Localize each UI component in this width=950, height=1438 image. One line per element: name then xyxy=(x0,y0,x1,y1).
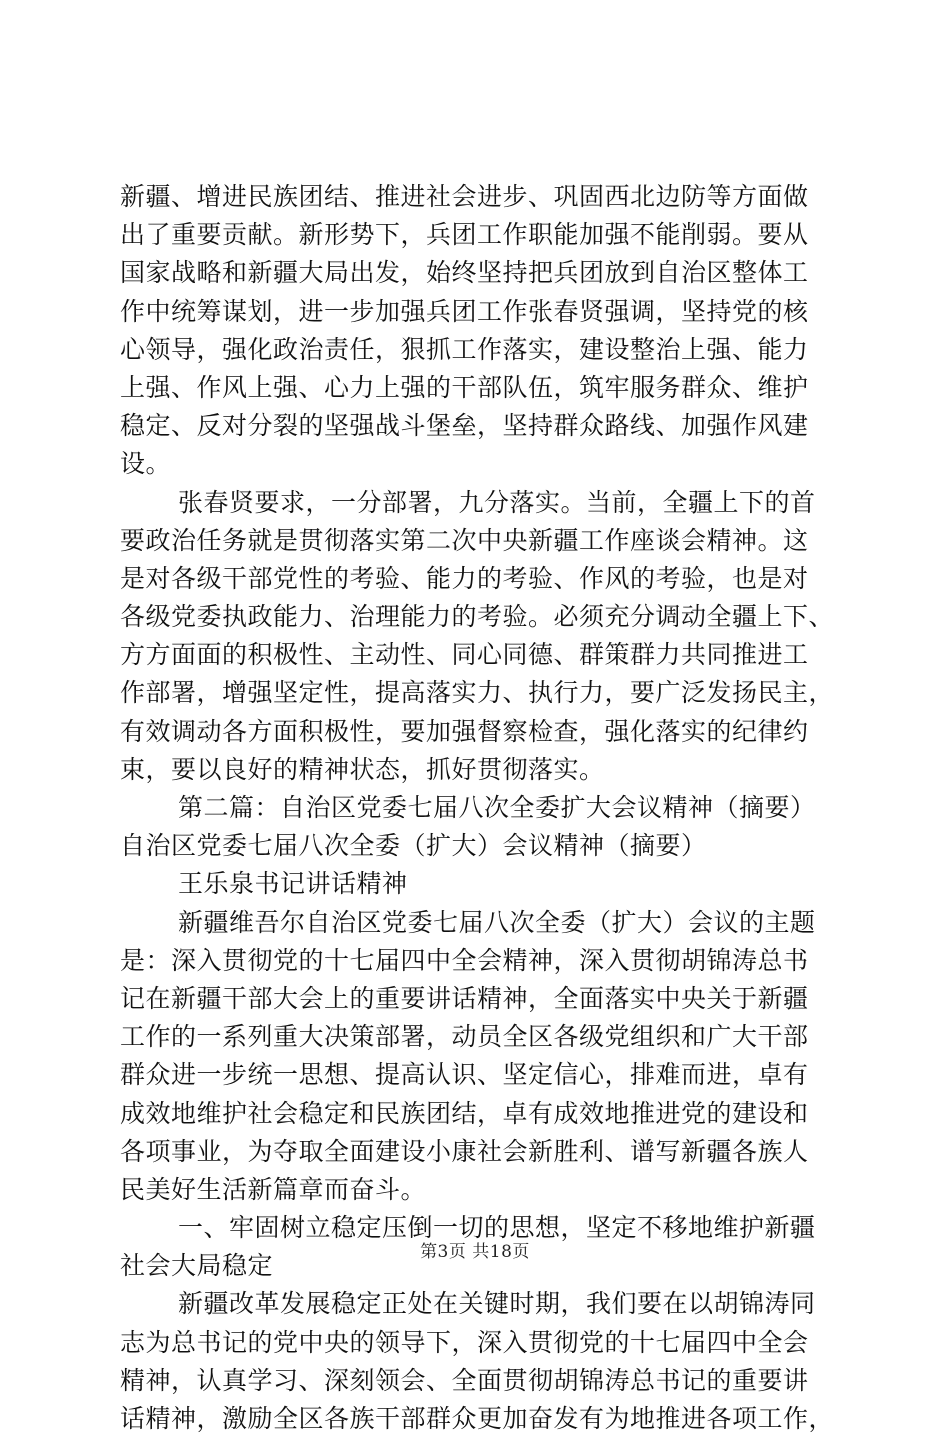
text-line: 国家战略和新疆大局出发，始终坚持把兵团放到自治区整体工 xyxy=(120,258,809,288)
text-line: 上强、作风上强、心力上强的干部队伍，筑牢服务群众、维护 xyxy=(120,372,809,402)
section-title: 第二篇：自治区党委七届八次全委扩大会议精神（摘要） xyxy=(178,793,816,822)
text-line: 是对各级干部党性的考验、能力的考验、作风的考验，也是对 xyxy=(120,563,809,593)
text-line: 精神，认真学习、深刻领会、全面贯彻胡锦涛总书记的重要讲 xyxy=(120,1365,809,1395)
text-line: 作中统筹谋划，进一步加强兵团工作张春贤强调，坚持党的核 xyxy=(120,296,809,326)
section-heading: 一、牢固树立稳定压倒一切的思想，坚定不移地维护新疆 xyxy=(178,1213,816,1243)
text-line: 各项事业，为夺取全面建设小康社会新胜利、谱写新疆各族人 xyxy=(120,1136,809,1166)
page-number-footer: 第3页 共18页 xyxy=(420,1242,530,1262)
text-line: 束，要以良好的精神状态，抓好贯彻落实。 xyxy=(120,754,605,784)
text-line: 成效地维护社会稳定和民族团结，卓有成效地推进党的建设和 xyxy=(120,1098,809,1128)
text-line: 民美好生活新篇章而奋斗。 xyxy=(120,1174,427,1204)
text-line: 出了重要贡献。新形势下，兵团工作职能加强不能削弱。要从 xyxy=(120,220,809,250)
text-line: 新疆改革发展稳定正处在关键时期，我们要在以胡锦涛同 xyxy=(178,1289,816,1319)
text-line: 工作的一系列重大决策部署，动员全区各级党组织和广大干部 xyxy=(120,1022,809,1052)
text-line: 群众进一步统一思想、提高认识、坚定信心，排难而进，卓有 xyxy=(120,1060,809,1090)
text-line: 心领导，强化政治责任，狠抓工作落实，建设整治上强、能力 xyxy=(120,334,809,364)
text-line: 各级党委执政能力、治理能力的考验。必须充分调动全疆上下、 xyxy=(120,602,835,632)
text-line: 要政治任务就是贯彻落实第二次中央新疆工作座谈会精神。这 xyxy=(120,525,809,555)
text-line: 方方面面的积极性、主动性、同心同德、群策群力共同推进工 xyxy=(120,640,809,670)
text-line: 志为总书记的党中央的领导下，深入贯彻党的十七届四中全会 xyxy=(120,1327,809,1357)
speech-heading: 王乐泉书记讲话精神 xyxy=(178,869,408,899)
section-subtitle: 自治区党委七届八次全委（扩大）会议精神（摘要） xyxy=(120,831,707,861)
text-line: 新疆维吾尔自治区党委七届八次全委（扩大）会议的主题 xyxy=(178,907,816,937)
text-line: 记在新疆干部大会上的重要讲话精神，全面落实中央关于新疆 xyxy=(120,983,809,1013)
section-heading-cont: 社会大局稳定 xyxy=(120,1251,274,1281)
text-line: 是：深入贯彻党的十七届四中全会精神，深入贯彻胡锦涛总书 xyxy=(120,945,809,975)
text-line: 设。 xyxy=(120,449,172,479)
text-line: 稳定、反对分裂的坚强战斗堡垒，坚持群众路线、加强作风建 xyxy=(120,411,809,441)
text-line: 张春贤要求，一分部署，九分落实。当前，全疆上下的首 xyxy=(178,487,816,517)
text-line: 新疆、增进民族团结、推进社会进步、巩固西北边防等方面做 xyxy=(120,182,809,211)
text-line: 话精神，激励全区各族干部群众更加奋发有为地推进各项工作， xyxy=(120,1404,835,1433)
text-line: 作部署，增强坚定性，提高落实力、执行力，要广泛发扬民主， xyxy=(120,678,835,708)
text-line: 有效调动各方面积极性，要加强督察检查，强化落实的纪律约 xyxy=(120,716,809,746)
